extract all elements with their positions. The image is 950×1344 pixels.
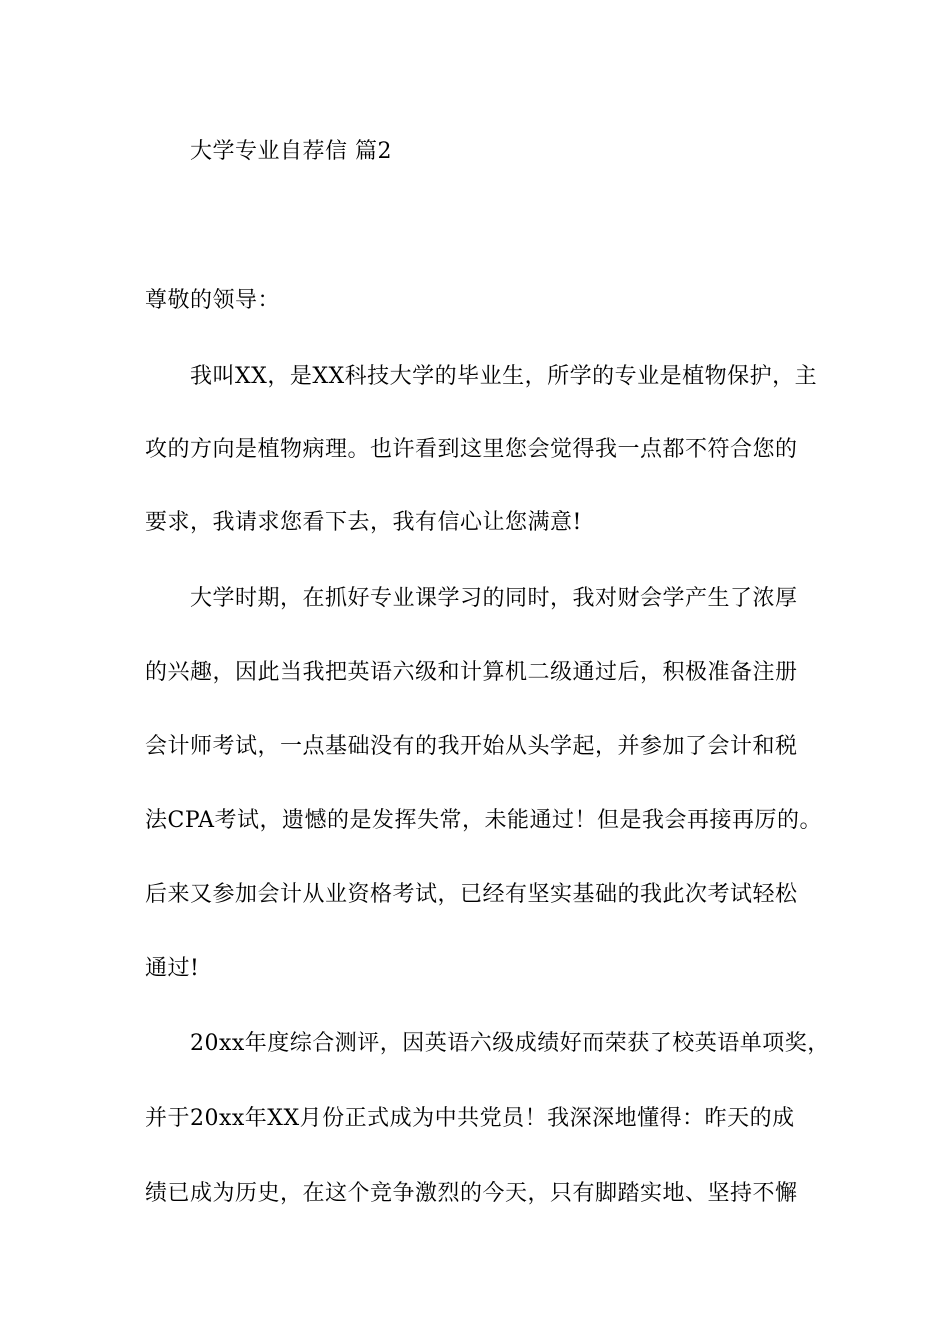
letter-title: 大学专业自荐信 篇2	[190, 139, 392, 164]
body-line: 20xx年度综合测评，因英语六级成绩好而荣获了校英语单项奖，	[190, 1031, 830, 1056]
body-line: 会计师考试，一点基础没有的我开始从头学起，并参加了会计和税	[145, 734, 798, 759]
body-line: 绩已成为历史，在这个竞争激烈的今天，只有脚踏实地、坚持不懈	[145, 1181, 798, 1206]
body-line: 要求，我请求您看下去，我有信心让您满意!	[145, 510, 582, 535]
body-line: 大学时期，在抓好专业课学习的同时，我对财会学产生了浓厚	[190, 586, 798, 611]
body-line: 攻的方向是植物病理。也许看到这里您会觉得我一点都不符合您的	[145, 437, 798, 462]
body-line: 通过!	[145, 956, 200, 981]
body-line: 我叫XX，是XX科技大学的毕业生，所学的专业是植物保护，主	[190, 364, 818, 389]
body-line: 法CPA考试，遗憾的是发挥失常，未能通过！但是我会再接再厉的。	[145, 808, 823, 833]
body-line: 后来又参加会计从业资格考试，已经有坚实基础的我此次考试轻松	[145, 882, 798, 907]
body-line: 的兴趣，因此当我把英语六级和计算机二级通过后，积极准备注册	[145, 660, 798, 685]
salutation: 尊敬的领导：	[145, 288, 281, 313]
body-line: 并于20xx年XX月份正式成为中共党员！我深深地懂得：昨天的成	[145, 1106, 795, 1131]
